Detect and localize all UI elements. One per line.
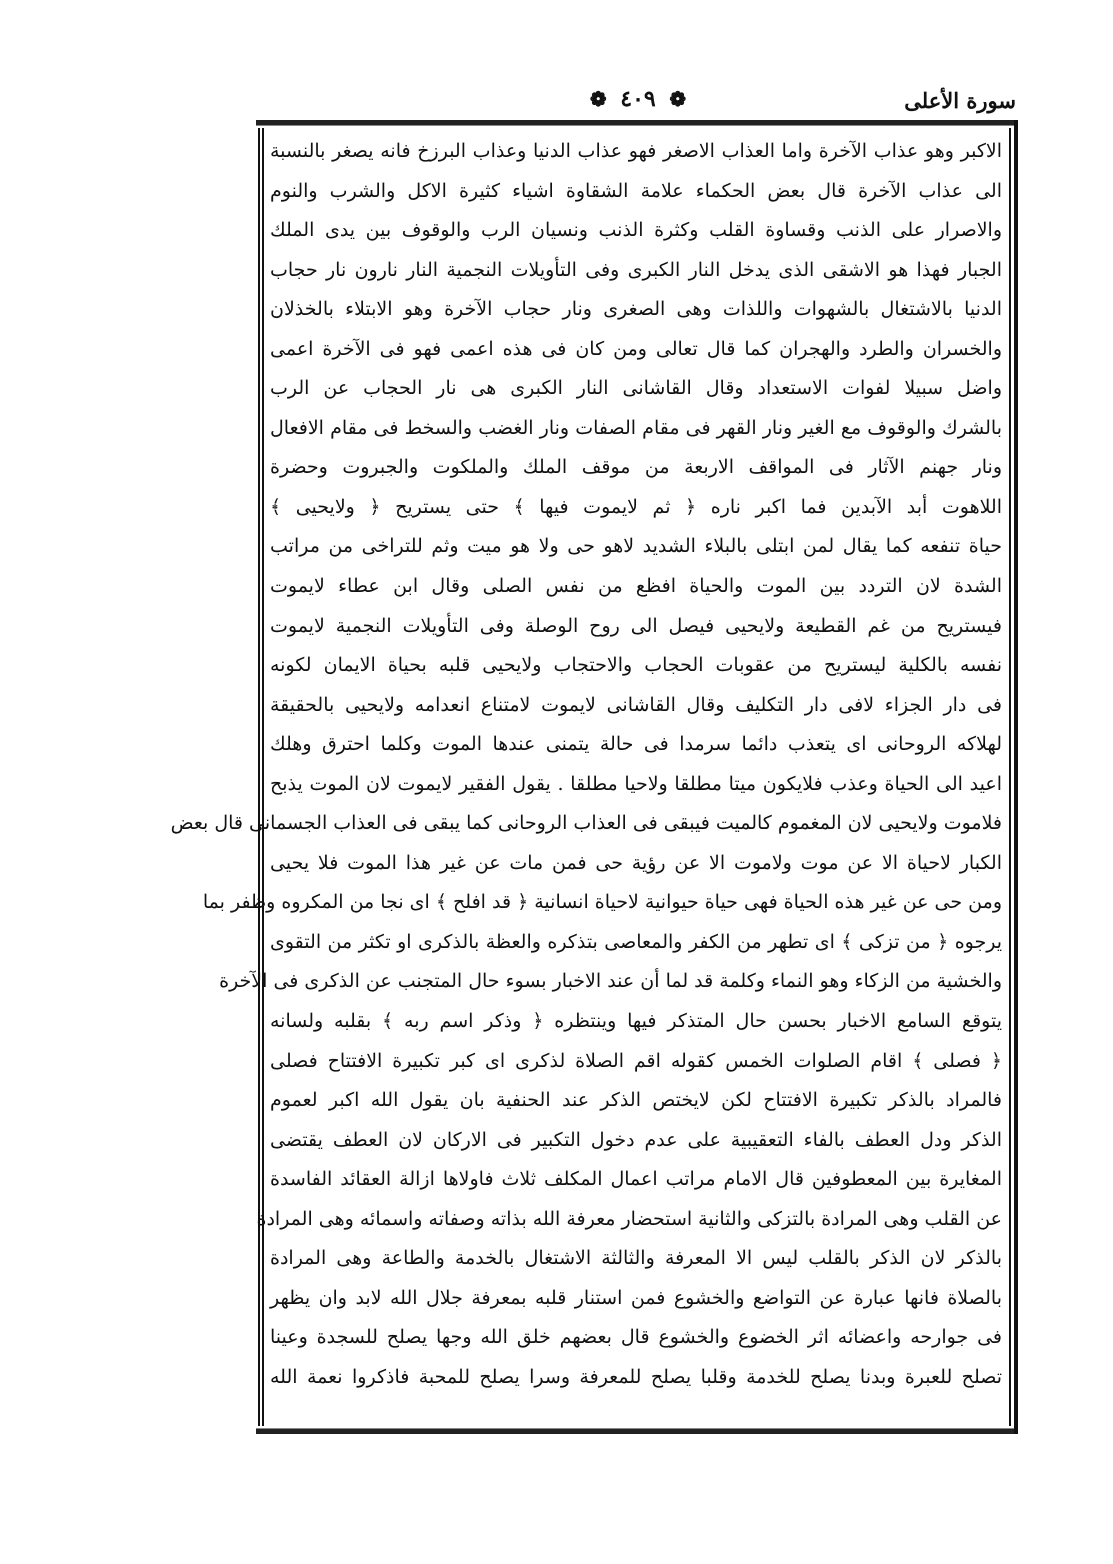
text-line: تصلح للعبرة وبدنا يصلح للخدمة وقلبا يصلح للمعرفة وسرا يصلح للمحبة فاذكروا نعمة الله — [270, 1365, 1002, 1388]
text-line: ومن حى عن غير هذه الحياة فهى حياة حيوانية لاحياة انسانية ﴿ قد افلح ﴾ اى نجا من المكروه وظفر بما — [202, 891, 1002, 914]
text-line: فى دار الجزاء لافى دار التكليف وقال القاشانى لايموت لامتناع انعدامه ولايحيى بالحقيقة — [270, 693, 1002, 716]
text-line: بالصلاة فانها عبارة عن التواضع والخشوع فمن استنار قلبه بمعرفة جلال الله لابد وان يظهر — [270, 1286, 1002, 1309]
surah-title: سورة الأعلى — [904, 88, 1016, 113]
text-line: الذكر ودل العطف بالفاء التعقيبية على عدم دخول التكبير فى الاركان لان العطف يقتضى — [270, 1128, 1002, 1151]
top-rule — [256, 120, 1018, 126]
text-line: عن القلب وهى المرادة بالتزكى والثانية استحضار معرفة الله بذاته وصفاته واسمائه وهى المرادة — [256, 1207, 1002, 1230]
text-frame — [170, 120, 1018, 1434]
text-line: ﴿ فصلى ﴾ اقام الصلوات الخمس كقوله اقم الصلاة لذكرى اى كبر تكبيرة الافتتاح فصلى — [270, 1049, 1002, 1072]
text-line: الى عذاب الآخرة قال بعض الحكماء علامة الشقاوة اشياء كثيرة الاكل والشرب والنوم — [270, 179, 1002, 202]
text-line: والخسران والطرد والهجران كما قال تعالى ومن كان فى هذه اعمى فهو فى الآخرة اعمى — [270, 337, 1002, 360]
text-line: فلاموت ولايحيى لان المغموم كالميت فيبقى فى العذاب الروحانى كما يبقى فى العذاب الجسمانى قال بعض — [170, 812, 1002, 835]
page-number: ٤٠٩ — [620, 86, 656, 112]
text-line: الشدة لان التردد بين الموت والحياة افظع من نفس الصلى وقال ابن عطاء لايموت — [270, 575, 1002, 598]
body-text — [170, 132, 1002, 1398]
text-line: الدنيا بالاشتغال بالشهوات واللذات وهى الصغرى ونار حجاب الآخرة وهو الابتلاء بالخذلان — [270, 298, 1002, 321]
text-line: الجبار فهذا هو الاشقى الذى يدخل النار الكبرى وفى التأويلات النجمية النار نارون نار حجاب — [270, 258, 1002, 281]
page-header — [258, 84, 1018, 118]
text-line: فالمراد بالذكر تكبيرة الافتتاح لكن لايختص الذكر عند الحنفية بان يقول الله اكبر لعموم — [270, 1089, 1002, 1112]
ornament-icon: ❁ — [589, 87, 607, 111]
text-line: واضل سبيلا لفوات الاستعداد وقال القاشانى النار الكبرى هى نار الحجاب عن الرب — [270, 377, 1002, 400]
text-line: الكبار لاحياة الا عن موت ولاموت الا عن رؤية حى فمن مات عن غير هذا الموت فلا يحيى — [270, 851, 1002, 874]
bottom-rule — [256, 1428, 1018, 1434]
text-line: والخشية من الزكاء وهو النماء وكلمة قد لما أن عند الاخبار بسوء حال المتجنب عن الذكرى فى الآخرة — [219, 970, 1002, 993]
text-line: فيستريح من غم القطيعة ولايحيى فيصل الى روح الوصلة وفى التأويلات النجمية لايموت — [270, 614, 1002, 637]
text-line: بالشرك والوقوف مع الغير ونار القهر فى مقام الصفات ونار الغضب والسخط فى مقام الافعال — [270, 416, 1002, 439]
page-number-block — [584, 86, 692, 112]
text-line: بالذكر لان الذكر بالقلب ليس الا المعرفة والثالثة الاشتغال بالخدمة والطاعة وهى المرادة — [270, 1247, 1002, 1270]
right-border — [1014, 120, 1018, 1434]
text-line: اعيد الى الحياة وعذب فلايكون ميتا مطلقا ولاحيا مطلقا . يقول الفقير لايموت لان الموت يذبح — [270, 772, 1002, 795]
ornament-icon: ❁ — [669, 87, 687, 111]
right-inner-border — [1009, 128, 1011, 1426]
text-line: فى جوارحه واعضائه اثر الخضوع والخشوع قال بعضهم خلق الله وجها يصلح للسجدة وعينا — [270, 1326, 1002, 1349]
text-line: لهلاكه الروحانى اى يتعذب دائما سرمدا فى حالة يتمنى عندها الموت وكلما احترق وهلك — [270, 733, 1002, 756]
text-line: والاصرار على الذنب وقساوة القلب وكثرة الذنب ونسيان الرب والوقوف بين يدى الملك — [270, 219, 1002, 242]
text-line: نفسه بالكلية ليستريح من عقوبات الحجاب والاحتجاب ولايحيى قلبه بحياة الايمان لكونه — [270, 654, 1002, 677]
text-line: يرجوه ﴿ من تزكى ﴾ اى تطهر من الكفر والمعاصى بتذكره والعظة بالذكرى او تكثر من التقوى — [270, 930, 1002, 953]
text-line: الاكبر وهو عذاب الآخرة واما العذاب الاصغر فهو عذاب الدنيا وعذاب البرزخ فانه يصغر بالنسبة — [270, 140, 1002, 162]
text-line: حياة تنفعه كما يقال لمن ابتلى بالبلاء الشديد لاهو حى ولا هو ميت وثم للتراخى من مراتب — [270, 535, 1002, 558]
text-line: يتوقع السامع الاخبار بحسن حال المتذكر فيها وينتظره ﴿ وذكر اسم ربه ﴾ بقلبه ولسانه — [270, 1010, 1002, 1033]
text-line: ونار جهنم الآثار فى المواقف الاربعة من موقف الملك والملكوت والجبروت وحضرة — [270, 456, 1002, 479]
text-line: اللاهوت أبد الآبدين فما اكبر ناره ﴿ ثم لايموت فيها ﴾ حتى يستريح ﴿ ولايحيى ﴾ — [270, 495, 1002, 518]
text-line: المغايرة بين المعطوفين قال الامام مراتب اعمال المكلف ثلاث فاولاها ازالة العقائد الفاسدة — [270, 1168, 1002, 1191]
